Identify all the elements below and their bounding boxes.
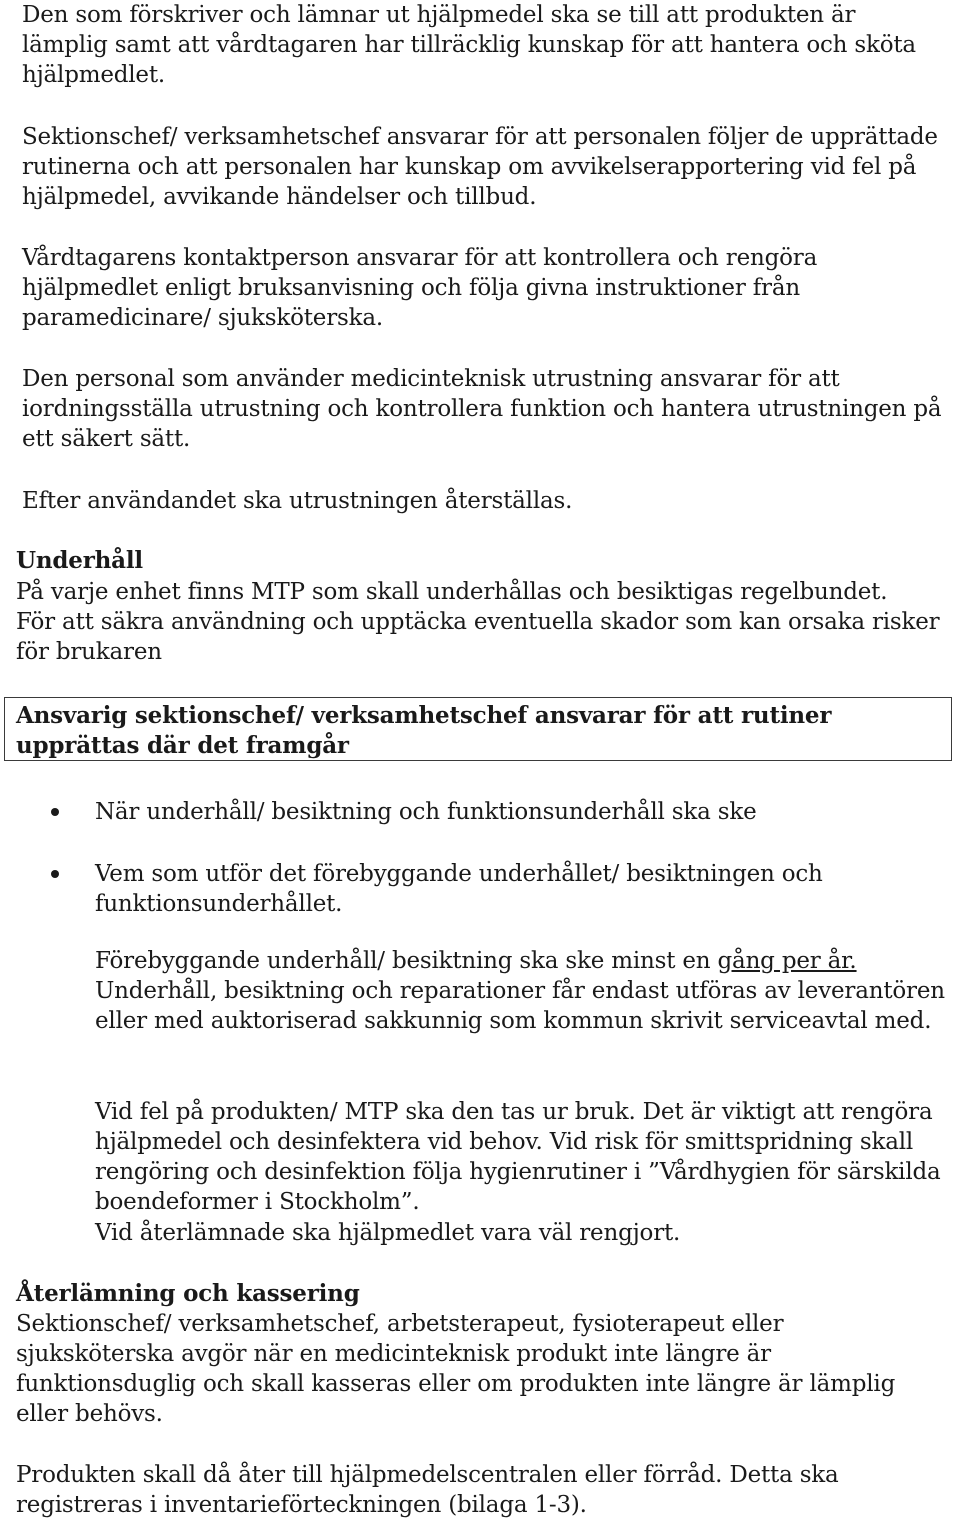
paragraph-preventive-maintenance (95, 946, 945, 1036)
bullet-dot-icon (51, 808, 59, 816)
heading-aterlamning: Återlämning och kassering (16, 1280, 360, 1307)
paragraph-disposal-decision: Sektionschef/ verksamhetschef, arbetsterapeut, fysioterapeut eller sjuksköterska avgör när en medicinteknisk produkt inte längre är funktionsduglig och skall kasseras eller om produkten inte längre är lämplig eller behövs. (16, 1311, 896, 1427)
paragraph-return-clean: Vid återlämnade ska hjälpmedlet vara väl rengjort. (95, 1220, 681, 1246)
paragraph-contact-person-responsibility: Vårdtagarens kontaktperson ansvarar för att kontrollera och rengöra hjälpmedlet enligt bruksanvisning och följa givna instruktioner från paramedicinare/ sjuksköterska. (22, 245, 818, 331)
bullet-item-when: När underhåll/ besiktning och funktionsunderhåll ska ske (95, 799, 757, 825)
heading-underhall: Underhåll (16, 547, 143, 574)
bullet-item-who: Vem som utför det förebyggande underhållet/ besiktningen och funktionsunderhållet. (95, 861, 823, 917)
underlined-frequency: gång per år. (717, 948, 857, 974)
paragraph-staff-equipment-responsibility: Den personal som använder medicinteknisk utrustning ansvarar för att iordningsställa utrustning och kontrollera funktion och hantera utrustningen på ett säkert sätt. (22, 366, 942, 452)
bullet-dot-icon (51, 870, 59, 878)
preventive-maintenance-rest: Underhåll, besiktning och reparationer får endast utföras av leverantören eller med auktoriserad sakkunnig som kommun skrivit serviceavtal med. (95, 978, 945, 1034)
paragraph-maintenance-line1: På varje enhet finns MTP som skall underhållas och besiktigas regelbundet. (16, 579, 888, 605)
paragraph-fault-handling: Vid fel på produkten/ MTP ska den tas ur bruk. Det är viktigt att rengöra hjälpmedel och desinfektera vid behov. Vid risk för smittspridning skall rengöring och desinfektion följa hygienrutiner i ”Vårdhygien för särskilda boendeformer i Stockholm”. (95, 1099, 941, 1215)
responsibility-box-heading: Ansvarig sektionschef/ verksamhetschef ansvarar för att rutiner upprättas där det framgår (16, 702, 832, 759)
paragraph-return-registration: Produkten skall då åter till hjälpmedelscentralen eller förråd. Detta ska registreras i inventarieförteckningen (bilaga 1-3). (16, 1462, 839, 1518)
paragraph-prescriber-responsibility: Den som förskriver och lämnar ut hjälpmedel ska se till att produkten är lämplig samt att vårdtagaren har tillräcklig kunskap för att hantera och sköta hjälpmedlet. (22, 2, 916, 88)
responsibility-box (4, 697, 952, 761)
paragraph-after-use: Efter användandet ska utrustningen återställas. (22, 488, 573, 514)
paragraph-section-chief-responsibility: Sektionschef/ verksamhetschef ansvarar för att personalen följer de upprättade rutinerna och att personalen har kunskap om avvikelserapportering vid fel på hjälpmedel, avvikande händelser och tillbud. (22, 124, 938, 210)
paragraph-maintenance-line2: För att säkra användning och upptäcka eventuella skador som kan orsaka risker för brukaren (16, 609, 940, 665)
preventive-maintenance-text: Förebyggande underhåll/ besiktning ska ske minst en (95, 948, 718, 974)
